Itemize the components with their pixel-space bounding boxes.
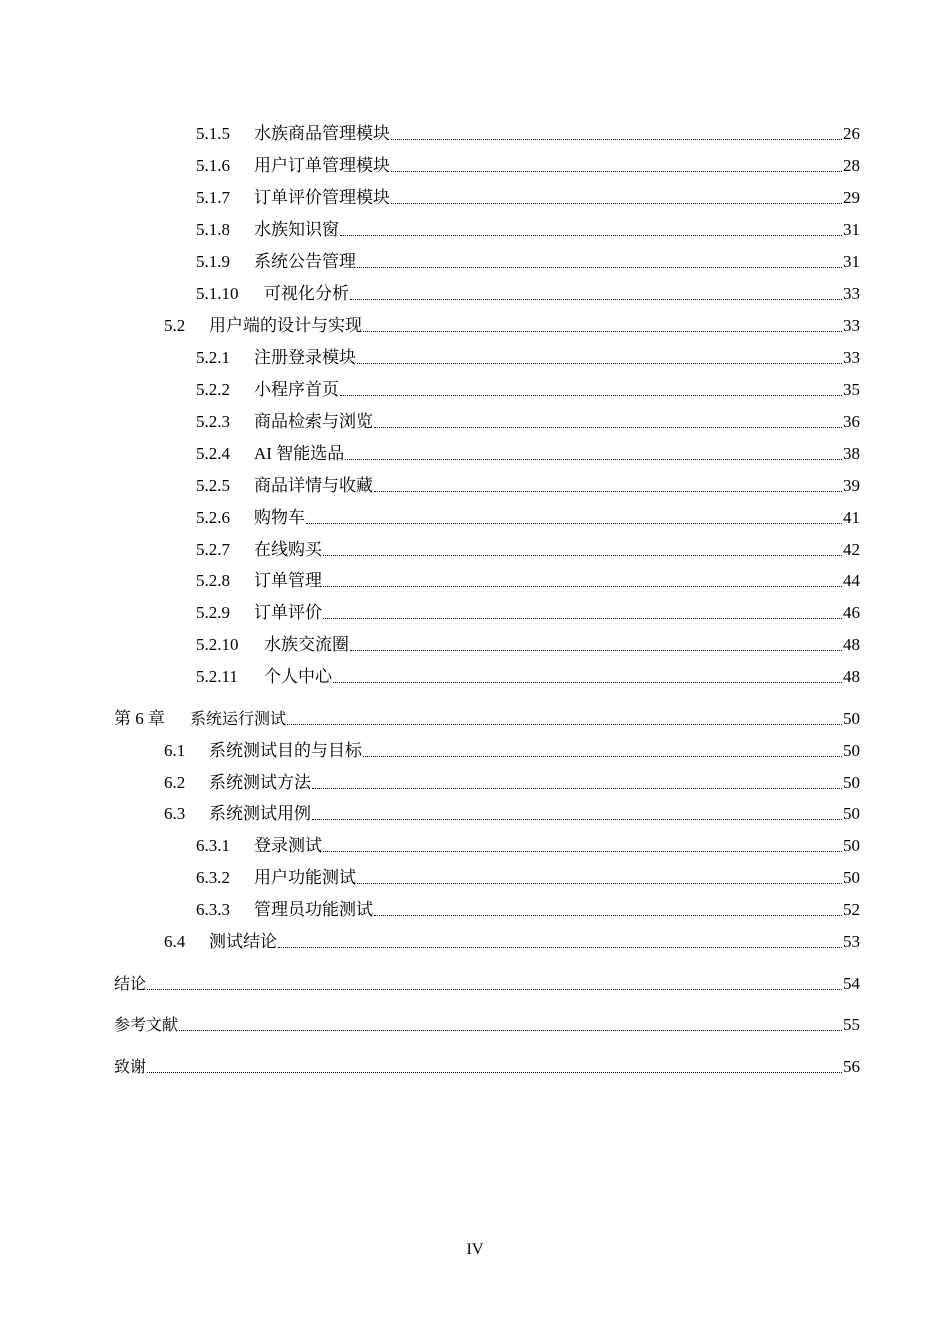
toc-entry[interactable] bbox=[164, 794, 860, 824]
toc-entry-title: 水族知识窗 bbox=[254, 220, 339, 239]
toc-entry-title: 水族交流圈 bbox=[264, 635, 349, 654]
toc-entry-page: 50 bbox=[843, 804, 860, 823]
toc-entry-title: 参考文献 bbox=[114, 1015, 179, 1034]
toc-entry-title: 个人中心 bbox=[264, 667, 332, 686]
toc-dot-leader bbox=[287, 723, 842, 725]
toc-dot-leader bbox=[323, 850, 842, 852]
toc-dot-leader bbox=[147, 988, 842, 990]
toc-entry-number: 6.3.3 bbox=[196, 900, 230, 919]
toc-dot-leader bbox=[374, 914, 842, 916]
toc-entry-title: 系统测试目的与目标 bbox=[209, 741, 362, 760]
toc-entry[interactable] bbox=[196, 178, 860, 208]
toc-entry[interactable] bbox=[114, 1005, 860, 1035]
toc-dot-leader bbox=[179, 1029, 842, 1031]
toc-entry-number: 5.1.8 bbox=[196, 220, 230, 239]
toc-entry-number: 5.1.9 bbox=[196, 252, 230, 271]
toc-entry-number: 5.2.1 bbox=[196, 348, 230, 367]
toc-entry[interactable] bbox=[196, 625, 860, 655]
toc-entry-title: 注册登录模块 bbox=[254, 348, 356, 367]
toc-entry-title: 系统测试用例 bbox=[209, 804, 311, 823]
toc-entry-page: 31 bbox=[843, 252, 860, 271]
toc-entry-number: 5.1.7 bbox=[196, 188, 230, 207]
toc-entry-title: 系统运行测试 bbox=[190, 709, 287, 728]
toc-entry-page: 54 bbox=[843, 974, 860, 993]
toc-entry-page: 48 bbox=[843, 667, 860, 686]
toc-dot-leader bbox=[306, 522, 842, 524]
toc-dot-leader bbox=[357, 362, 842, 364]
toc-entry-page: 33 bbox=[843, 348, 860, 367]
toc-entry[interactable] bbox=[196, 370, 860, 400]
toc-entry-title: 订单评价管理模块 bbox=[254, 188, 390, 207]
toc-entry[interactable] bbox=[196, 114, 860, 144]
toc-dot-leader bbox=[333, 681, 842, 683]
toc-entry-page: 44 bbox=[843, 571, 860, 590]
toc-entry-number: 5.2.7 bbox=[196, 540, 230, 559]
toc-entry[interactable] bbox=[196, 146, 860, 176]
toc-dot-leader bbox=[391, 138, 842, 140]
toc-entry-title: 系统测试方法 bbox=[209, 773, 311, 792]
toc-entry-number: 5.2.4 bbox=[196, 444, 230, 463]
toc-entry-number: 5.1.10 bbox=[196, 284, 239, 303]
toc-entry-page: 36 bbox=[843, 412, 860, 431]
page-number: IV bbox=[466, 1241, 484, 1258]
toc-entry-number: 5.2.10 bbox=[196, 635, 239, 654]
toc-dot-leader bbox=[391, 170, 842, 172]
toc-entry-page: 53 bbox=[843, 932, 860, 951]
toc-entry-title: 可视化分析 bbox=[264, 284, 349, 303]
toc-entry-number: 5.1.5 bbox=[196, 124, 230, 143]
toc-dot-leader bbox=[340, 234, 842, 236]
toc-entry[interactable] bbox=[196, 826, 860, 856]
toc-entry-title: AI 智能选品 bbox=[254, 444, 345, 463]
toc-entry[interactable] bbox=[196, 338, 860, 368]
toc-entry[interactable] bbox=[196, 858, 860, 888]
toc-entry[interactable] bbox=[164, 731, 860, 761]
toc-dot-leader bbox=[323, 617, 842, 619]
toc-dot-leader bbox=[323, 585, 842, 587]
toc-entry-number: 5.1.6 bbox=[196, 156, 230, 175]
toc-entry[interactable] bbox=[114, 1047, 860, 1077]
toc-dot-leader bbox=[350, 298, 842, 300]
toc-entry-title: 商品检索与浏览 bbox=[254, 412, 373, 431]
toc-dot-leader bbox=[391, 202, 842, 204]
toc-entry-page: 29 bbox=[843, 188, 860, 207]
toc-entry-page: 31 bbox=[843, 220, 860, 239]
toc-entry-number: 5.2.2 bbox=[196, 380, 230, 399]
toc-dot-leader bbox=[374, 490, 842, 492]
toc-entry[interactable] bbox=[196, 561, 860, 591]
toc-entry-page: 41 bbox=[843, 508, 860, 527]
toc-entry[interactable] bbox=[196, 402, 860, 432]
toc-entry-number: 6.3 bbox=[164, 804, 186, 823]
toc-entry-title: 测试结论 bbox=[209, 932, 277, 951]
toc-entry-title: 系统公告管理 bbox=[254, 252, 356, 271]
toc-entry-page: 26 bbox=[843, 124, 860, 143]
toc-entry[interactable] bbox=[196, 657, 860, 687]
toc-entry[interactable] bbox=[196, 466, 860, 496]
toc-entry-number: 5.2.8 bbox=[196, 571, 230, 590]
toc-entry-number: 5.2.6 bbox=[196, 508, 230, 527]
toc-entry-page: 46 bbox=[843, 603, 860, 622]
toc-entry-page: 42 bbox=[843, 540, 860, 559]
toc-dot-leader bbox=[312, 818, 842, 820]
toc-entry[interactable] bbox=[114, 964, 860, 994]
toc-entry-page: 35 bbox=[843, 380, 860, 399]
toc-entry-title: 水族商品管理模块 bbox=[254, 124, 390, 143]
toc-entry-title: 登录测试 bbox=[254, 836, 322, 855]
toc-entry-title: 小程序首页 bbox=[254, 380, 339, 399]
toc-entry-page: 50 bbox=[843, 773, 860, 792]
toc-entry-title: 管理员功能测试 bbox=[254, 900, 373, 919]
toc-entry-page: 50 bbox=[843, 868, 860, 887]
toc-entry-title: 用户功能测试 bbox=[254, 868, 356, 887]
toc-entry-page: 38 bbox=[843, 444, 860, 463]
toc-entry-page: 56 bbox=[843, 1057, 860, 1076]
toc-entry[interactable] bbox=[196, 434, 860, 464]
toc-entry[interactable] bbox=[196, 242, 860, 272]
toc-dot-leader bbox=[363, 755, 842, 757]
toc-dot-leader bbox=[323, 554, 842, 556]
toc-entry[interactable] bbox=[196, 210, 860, 240]
toc-entry-number: 5.2 bbox=[164, 316, 186, 335]
toc-entry-number: 6.2 bbox=[164, 773, 186, 792]
toc-entry-number: 5.2.9 bbox=[196, 603, 230, 622]
toc-entry[interactable] bbox=[196, 274, 860, 304]
toc-entry-page: 50 bbox=[843, 836, 860, 855]
toc-entry-title: 商品详情与收藏 bbox=[254, 476, 373, 495]
toc-entry-page: 28 bbox=[843, 156, 860, 175]
toc-dot-leader bbox=[350, 649, 842, 651]
toc-entry[interactable] bbox=[196, 498, 860, 528]
toc-dot-leader bbox=[340, 394, 842, 396]
toc-entry-title: 订单评价 bbox=[254, 603, 322, 622]
toc-dot-leader bbox=[374, 426, 842, 428]
toc-entry[interactable] bbox=[196, 890, 860, 920]
toc-dot-leader bbox=[357, 266, 842, 268]
toc-dot-leader bbox=[278, 946, 842, 948]
toc-entry-page: 50 bbox=[843, 709, 860, 728]
toc-entry-page: 48 bbox=[843, 635, 860, 654]
toc-entry-number: 6.1 bbox=[164, 741, 186, 760]
toc-entry-number: 5.2.11 bbox=[196, 667, 238, 686]
toc-entry-number: 6.4 bbox=[164, 932, 186, 951]
toc-entry[interactable] bbox=[164, 306, 860, 336]
toc-entry[interactable] bbox=[196, 593, 860, 623]
toc-entry-number: 5.2.3 bbox=[196, 412, 230, 431]
toc-entry-number: 6.3.1 bbox=[196, 836, 230, 855]
toc-entry-title: 用户端的设计与实现 bbox=[209, 316, 362, 335]
toc-entry-page: 39 bbox=[843, 476, 860, 495]
toc-entry-page: 33 bbox=[843, 316, 860, 335]
toc-entry[interactable] bbox=[114, 699, 860, 729]
toc-dot-leader bbox=[363, 330, 842, 332]
toc-entry-title: 结论 bbox=[114, 974, 147, 993]
toc-dot-leader bbox=[147, 1071, 842, 1073]
toc-entry[interactable] bbox=[196, 530, 860, 560]
toc-entry-title: 用户订单管理模块 bbox=[254, 156, 390, 175]
toc-entry-number: 6.3.2 bbox=[196, 868, 230, 887]
toc-dot-leader bbox=[312, 787, 842, 789]
toc-entry-page: 50 bbox=[843, 741, 860, 760]
toc-dot-leader bbox=[357, 882, 842, 884]
toc-entry-title: 致谢 bbox=[114, 1057, 147, 1076]
toc-entry[interactable] bbox=[164, 922, 860, 952]
toc-entry-number: 5.2.5 bbox=[196, 476, 230, 495]
toc-entry-page: 55 bbox=[843, 1015, 860, 1034]
toc-entry-page: 52 bbox=[843, 900, 860, 919]
toc-entry-page: 33 bbox=[843, 284, 860, 303]
toc-entry-title: 订单管理 bbox=[254, 571, 322, 590]
toc-entry-title: 在线购买 bbox=[254, 540, 322, 559]
toc-dot-leader bbox=[345, 458, 842, 460]
toc-entry-title: 购物车 bbox=[254, 508, 305, 527]
toc-entry-number: 第 6 章 bbox=[114, 709, 165, 728]
toc-entry[interactable] bbox=[164, 763, 860, 793]
